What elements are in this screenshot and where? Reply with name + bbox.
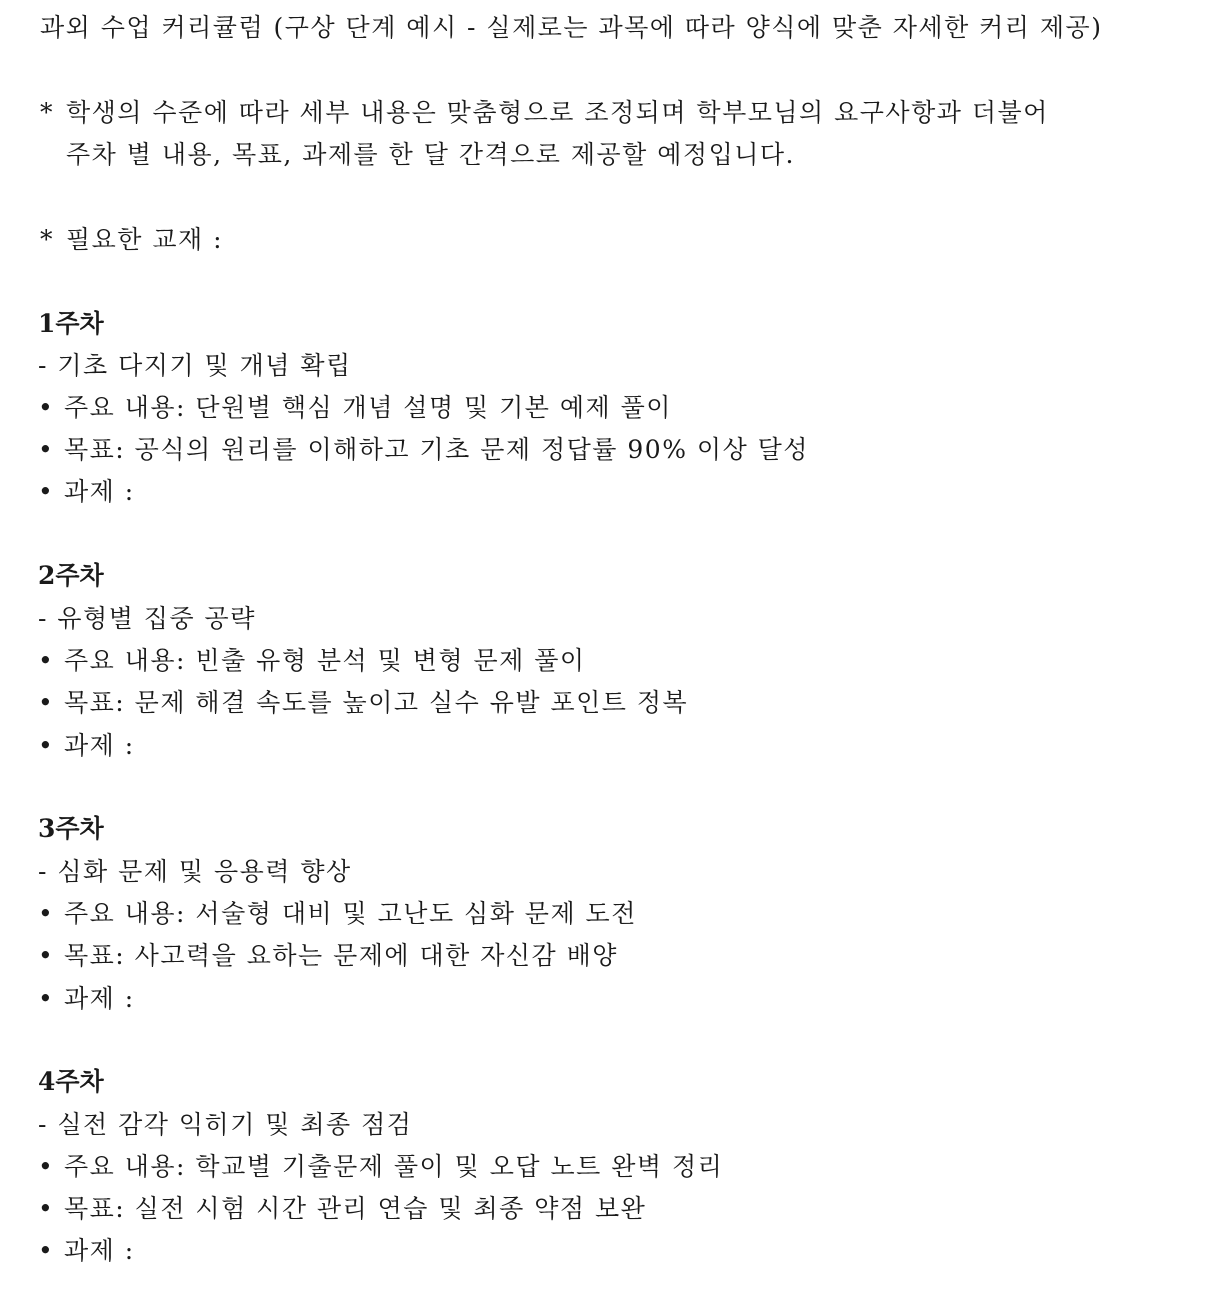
bullet: • bbox=[38, 1236, 55, 1265]
week-1-theme: - 기초 다지기 및 개념 확립 bbox=[38, 351, 352, 380]
week-4-goal-text: 목표: 실전 시험 시간 관리 연습 및 최종 약점 보완 bbox=[64, 1194, 647, 1223]
week-4-content-text: 주요 내용: 학교별 기출문제 풀이 및 오답 노트 완벽 정리 bbox=[64, 1152, 724, 1181]
week-4-homework bbox=[38, 1235, 135, 1267]
week-2-content bbox=[38, 645, 586, 677]
week-3-theme: - 심화 문제 및 응용력 향상 bbox=[38, 857, 352, 886]
week-3-heading: 3주차 bbox=[38, 814, 104, 843]
week-2-homework bbox=[38, 730, 135, 762]
week-4-goal bbox=[38, 1193, 646, 1225]
week-1-homework-text: 과제 : bbox=[64, 477, 135, 506]
week-3-content bbox=[38, 898, 637, 930]
week-1-content bbox=[38, 392, 672, 424]
week-1-goal bbox=[38, 434, 809, 466]
adjustment-note-text-1: 학생의 수준에 따라 세부 내용은 맞춤형으로 조정되며 학부모님의 요구사항과 더불어 bbox=[66, 98, 1049, 127]
week-3-goal bbox=[38, 940, 618, 972]
week-2-theme: - 유형별 집중 공략 bbox=[38, 604, 256, 633]
bullet: • bbox=[38, 477, 55, 506]
week-4-homework-text: 과제 : bbox=[64, 1236, 135, 1265]
week-3-content-text: 주요 내용: 서술형 대비 및 고난도 심화 문제 도전 bbox=[64, 899, 637, 928]
note-marker: * bbox=[40, 98, 54, 127]
adjustment-note bbox=[40, 97, 1049, 129]
week-2-goal bbox=[38, 687, 688, 719]
adjustment-note-text-2: 주차 별 내용, 목표, 과제를 한 달 간격으로 제공할 예정입니다. bbox=[66, 140, 795, 169]
week-1-heading: 1주차 bbox=[38, 309, 104, 338]
textbook-note-text: 필요한 교재 : bbox=[66, 225, 224, 254]
week-2-heading: 2주차 bbox=[38, 561, 104, 590]
bullet: • bbox=[38, 1152, 55, 1181]
bullet: • bbox=[38, 941, 55, 970]
bullet: • bbox=[38, 646, 55, 675]
bullet: • bbox=[38, 984, 55, 1013]
week-4-heading: 4주차 bbox=[38, 1067, 104, 1096]
week-3-homework-text: 과제 : bbox=[64, 984, 135, 1013]
week-4-theme: - 실전 감각 익히기 및 최종 점검 bbox=[38, 1110, 413, 1139]
week-4-content bbox=[38, 1151, 723, 1183]
week-1-content-text: 주요 내용: 단원별 핵심 개념 설명 및 기본 예제 풀이 bbox=[64, 393, 672, 422]
bullet: • bbox=[38, 688, 55, 717]
bullet: • bbox=[38, 1194, 55, 1223]
week-1-homework bbox=[38, 476, 135, 508]
textbook-note bbox=[40, 224, 223, 256]
week-2-content-text: 주요 내용: 빈출 유형 분석 및 변형 문제 풀이 bbox=[64, 646, 586, 675]
week-3-homework bbox=[38, 983, 135, 1015]
week-3-goal-text: 목표: 사고력을 요하는 문제에 대한 자신감 배양 bbox=[64, 941, 618, 970]
bullet: • bbox=[38, 435, 55, 464]
bullet: • bbox=[38, 393, 55, 422]
week-2-homework-text: 과제 : bbox=[64, 731, 135, 760]
document-title: 과외 수업 커리큘럼 (구상 단계 예시 - 실제로는 과목에 따라 양식에 맞춘 자세한 커리 제공) bbox=[40, 13, 1103, 42]
bullet: • bbox=[38, 899, 55, 928]
week-2-goal-text: 목표: 문제 해결 속도를 높이고 실수 유발 포인트 정복 bbox=[64, 688, 689, 717]
bullet: • bbox=[38, 731, 55, 760]
note-marker: * bbox=[40, 225, 54, 254]
week-1-goal-text: 목표: 공식의 원리를 이해하고 기초 문제 정답률 90% 이상 달성 bbox=[64, 435, 809, 464]
